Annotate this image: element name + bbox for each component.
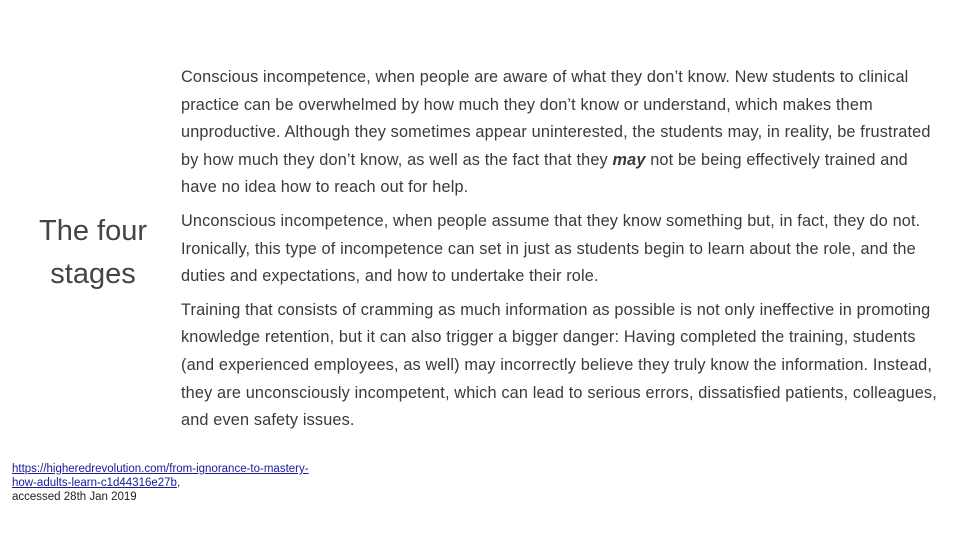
reference-footer [12,462,312,504]
emphasis-word: may [612,150,646,169]
paragraph-conscious-incompetence [181,64,941,202]
paragraph-text-after: not be being effectively trained and have no idea how to reach out for help. [181,150,908,197]
paragraph-training: Training that consists of cramming as much information as possible is not only ineffective in promoting knowledge retention, but it can also trigger a bigger danger: Having completed the training, students (and experienced employees, as well) may incorrectly believe they truly know the information. Instead, they are unconsciously incompetent, which can lead to serious errors, dissatisfied patients, colleagues, and even safety issues. [181,300,937,430]
paragraph-unconscious-incompetence: Unconscious incompetence, when people assume that they know something but, in fact, they do not. Ironically, this type of incompetence can set in just as students begin to learn about the role, and the duties and expectations, and how to undertake their role. [181,211,921,286]
slide-title: The four stages [39,215,147,290]
accessed-date: accessed 28th Jan 2019 [12,491,137,503]
content-body [181,64,941,441]
reference-comma: , [176,477,181,489]
reference-link[interactable]: https://higheredrevolution.com/from-ignorance-to-mastery-how-adults-learn-c1d44316e27b [12,463,309,489]
paragraph-text-before: Conscious incompetence, when people are aware of what they don’t know. New students to clinical practice can be overwhelmed by how much they don’t know or understand, which makes them unproductive. Although they sometimes appear uninterested, the students may, in reality, be frustrated by how much they don’t know, as well as the fact that they [181,68,931,169]
